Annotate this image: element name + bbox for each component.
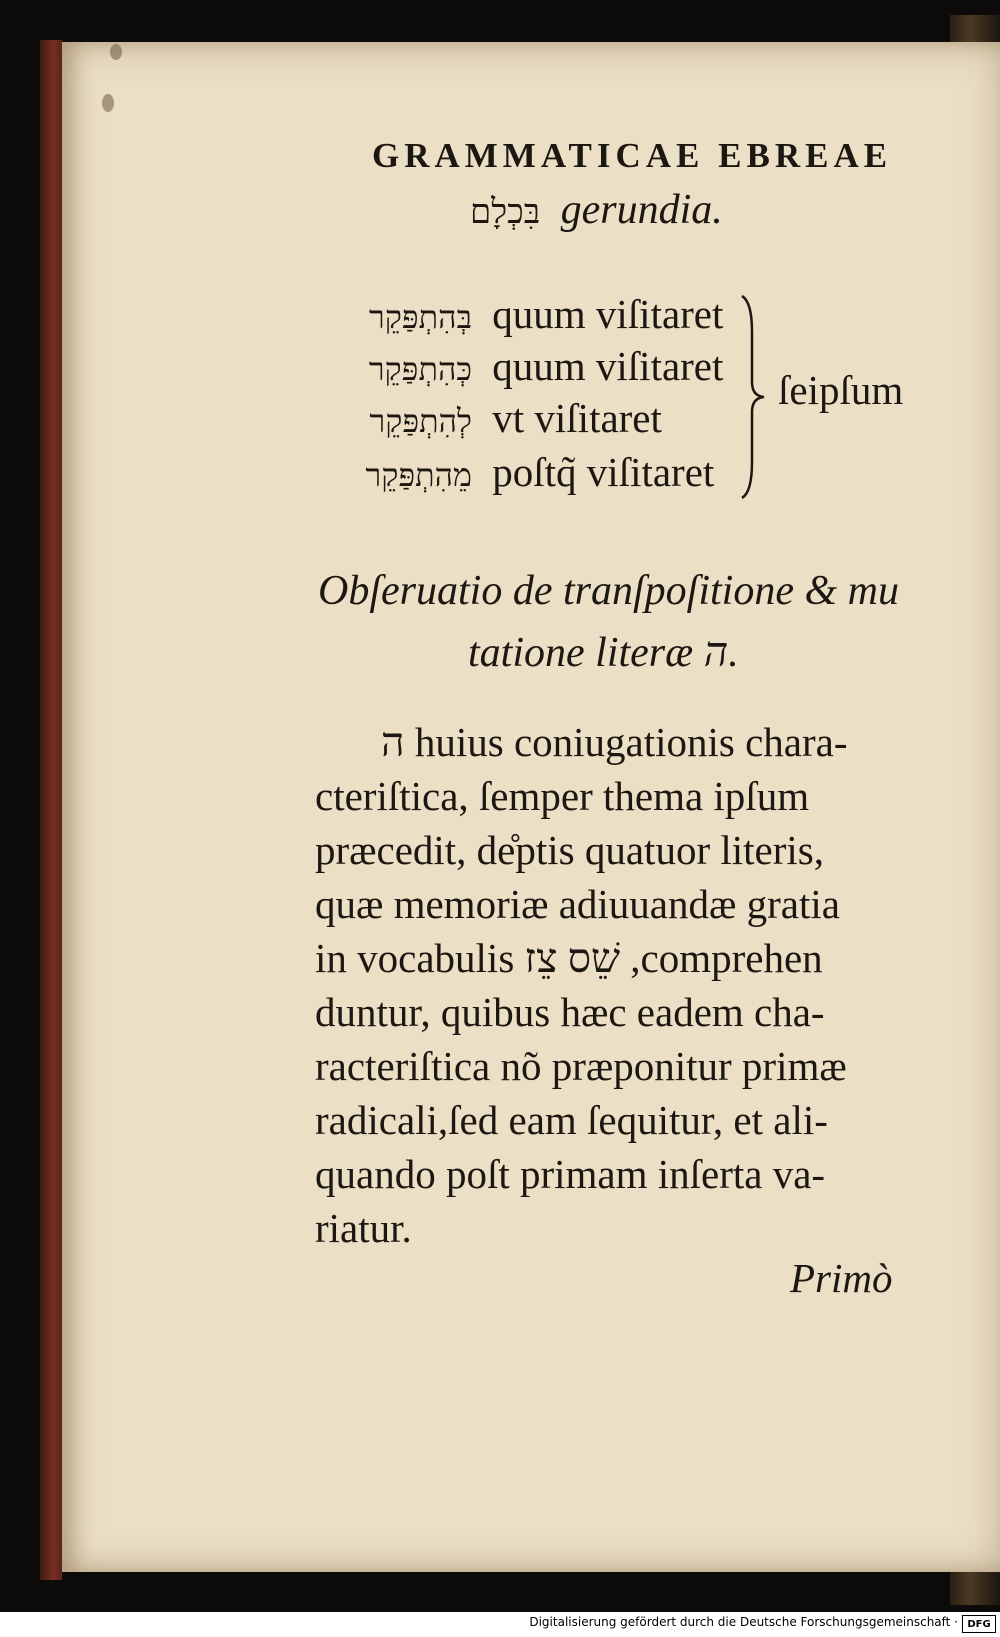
verb-latin: quum viſitaret bbox=[492, 343, 724, 389]
verb-form-row bbox=[322, 342, 782, 398]
body-line: quando poſt primam inſerta va- bbox=[315, 1151, 826, 1197]
book-spine bbox=[40, 40, 62, 1580]
verb-latin: poſtq̃ viſitaret bbox=[492, 449, 715, 495]
body-line: duntur, quibus hæc eadem cha- bbox=[315, 989, 825, 1035]
dfg-logo: DFG bbox=[962, 1615, 996, 1633]
verb-form-row bbox=[322, 290, 782, 346]
verb-hebrew: לְהִתְפַּקֵר bbox=[369, 403, 472, 439]
body-line: riatur. bbox=[315, 1205, 412, 1251]
body-line: præcedit, de̊ptis quatuor literis, bbox=[315, 827, 824, 873]
brace-label: ſeipſum bbox=[778, 367, 904, 413]
digitization-footer bbox=[0, 1612, 1000, 1637]
body-line: in vocabulis שֵׁס צֵז ,comprehen bbox=[315, 935, 823, 981]
verb-hebrew: מֵהִתְפַּקֵר bbox=[365, 457, 472, 493]
title-latin: gerundia. bbox=[560, 187, 723, 233]
body-line: ה huius coniugationis chara- bbox=[381, 719, 848, 765]
footer-credit: Digitalisierung gefördert durch die Deutsche Forschungsgemeinschaft · bbox=[529, 1615, 958, 1629]
verb-hebrew: בְּהִתְפַּקֵר bbox=[369, 299, 472, 335]
title-hebrew: בִּכְלָם bbox=[470, 194, 541, 231]
observation-heading bbox=[318, 560, 918, 684]
running-head: GRAMMATICAE EBREAE bbox=[372, 136, 893, 175]
grouping-brace bbox=[738, 292, 768, 502]
verb-hebrew: כְּהִתְפַּקֵר bbox=[368, 351, 472, 387]
verb-latin: vt viſitaret bbox=[492, 395, 662, 441]
catchword: Primò bbox=[790, 1255, 893, 1301]
verb-latin: quum viſitaret bbox=[492, 291, 724, 337]
heading-line-2: tatione literæ ה. bbox=[468, 630, 739, 676]
section-title bbox=[470, 186, 810, 234]
heading-line-1: Obſeruatio de tranſpoſitione & mu bbox=[318, 568, 899, 614]
stain-spot bbox=[110, 44, 122, 60]
body-paragraph bbox=[315, 715, 915, 1255]
verb-form-row bbox=[322, 394, 782, 450]
body-line: quæ memoriæ adiuuandæ gratia bbox=[315, 881, 840, 927]
body-line: racteriſtica nõ præponitur primæ bbox=[315, 1043, 847, 1089]
verb-form-row bbox=[322, 448, 782, 504]
stain-spot bbox=[102, 94, 114, 112]
body-line: cteriſtica, ſemper thema ipſum bbox=[315, 773, 810, 819]
body-line: radicali,ſed eam ſequitur, et ali- bbox=[315, 1097, 828, 1143]
